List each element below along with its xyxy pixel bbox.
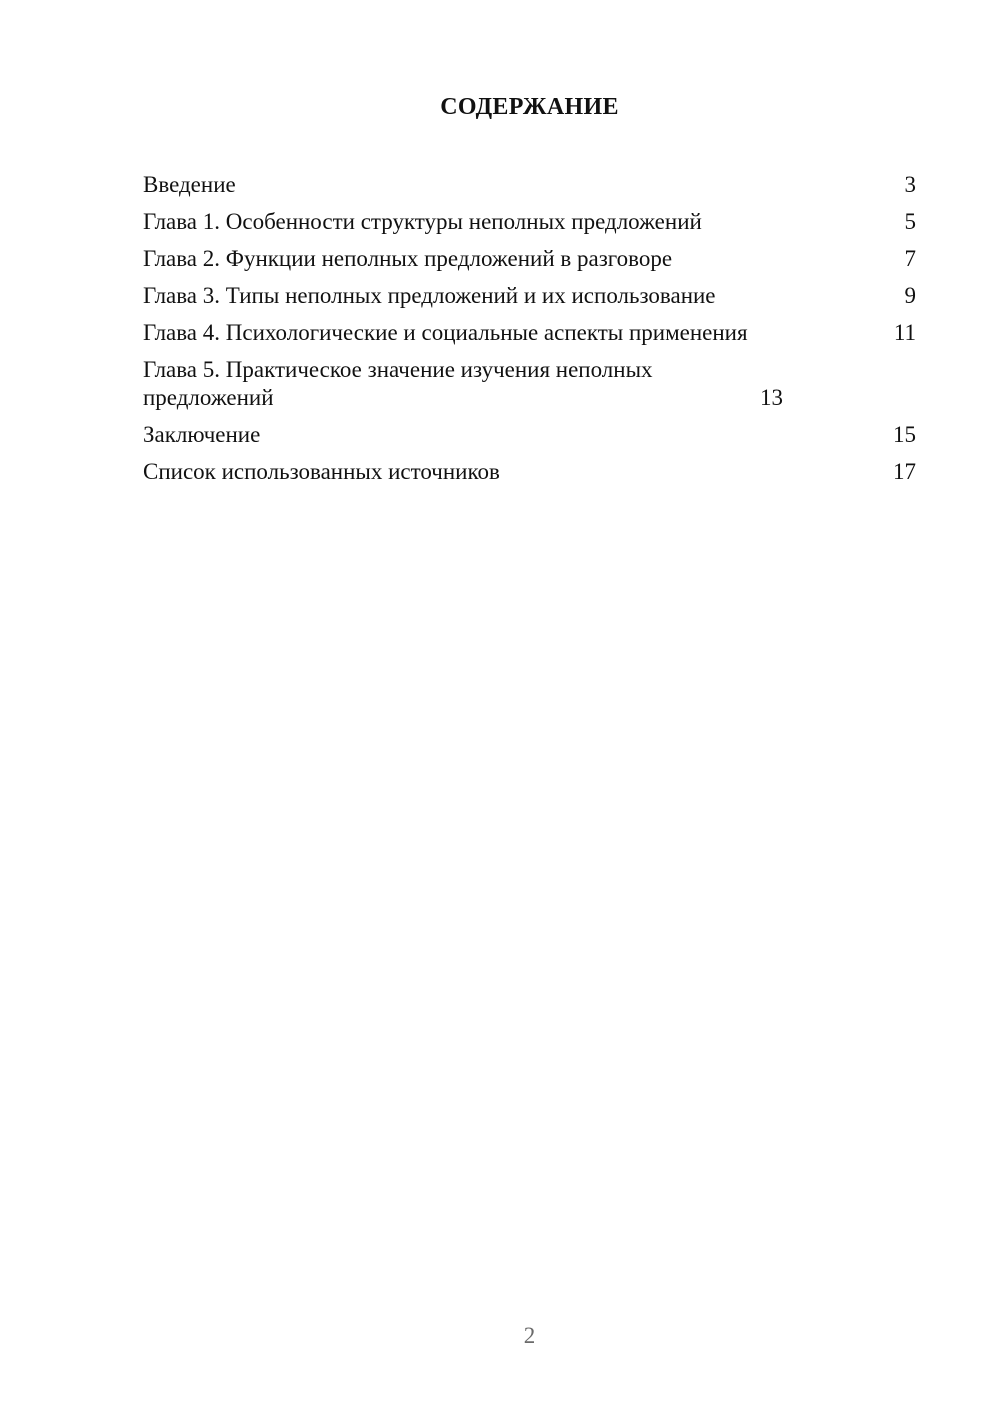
table-of-contents bbox=[143, 171, 916, 486]
toc-entry-title: Глава 4. Психологические и социальные аспекты применения bbox=[143, 320, 748, 345]
page-content bbox=[143, 0, 916, 495]
toc-entry-page: 13 bbox=[760, 385, 783, 410]
toc-entry bbox=[143, 245, 916, 273]
toc-entry-page: 15 bbox=[893, 422, 916, 447]
toc-entry-title: Глава 3. Типы неполных предложений и их использование bbox=[143, 283, 716, 308]
toc-entry bbox=[143, 319, 916, 347]
toc-entry bbox=[143, 208, 916, 236]
toc-entry-page: 5 bbox=[904, 209, 916, 234]
page-title: СОДЕРЖАНИЕ bbox=[440, 94, 619, 120]
toc-entry bbox=[143, 421, 916, 449]
toc-entry-title: Глава 1. Особенности структуры неполных предложений bbox=[143, 209, 702, 234]
toc-entry-title: Глава 5. Практическое значение изучения неполных предложений bbox=[143, 357, 653, 410]
toc-entry-page: 3 bbox=[904, 172, 916, 197]
toc-entry-page: 9 bbox=[904, 283, 916, 308]
toc-entry-title: Глава 2. Функции неполных предложений в разговоре bbox=[143, 246, 673, 271]
toc-entry-title: Введение bbox=[143, 172, 236, 197]
toc-entry-title: Список использованных источников bbox=[143, 459, 500, 484]
toc-entry bbox=[143, 282, 916, 310]
footer-page-number: 2 bbox=[523, 1323, 536, 1348]
toc-entry-page: 17 bbox=[893, 459, 916, 484]
toc-entry bbox=[143, 356, 916, 412]
toc-entry bbox=[143, 458, 916, 486]
toc-entry-page: 7 bbox=[904, 246, 916, 271]
toc-entry-page: 11 bbox=[893, 320, 916, 345]
toc-entry-title: Заключение bbox=[143, 422, 261, 447]
toc-entry bbox=[143, 171, 916, 199]
